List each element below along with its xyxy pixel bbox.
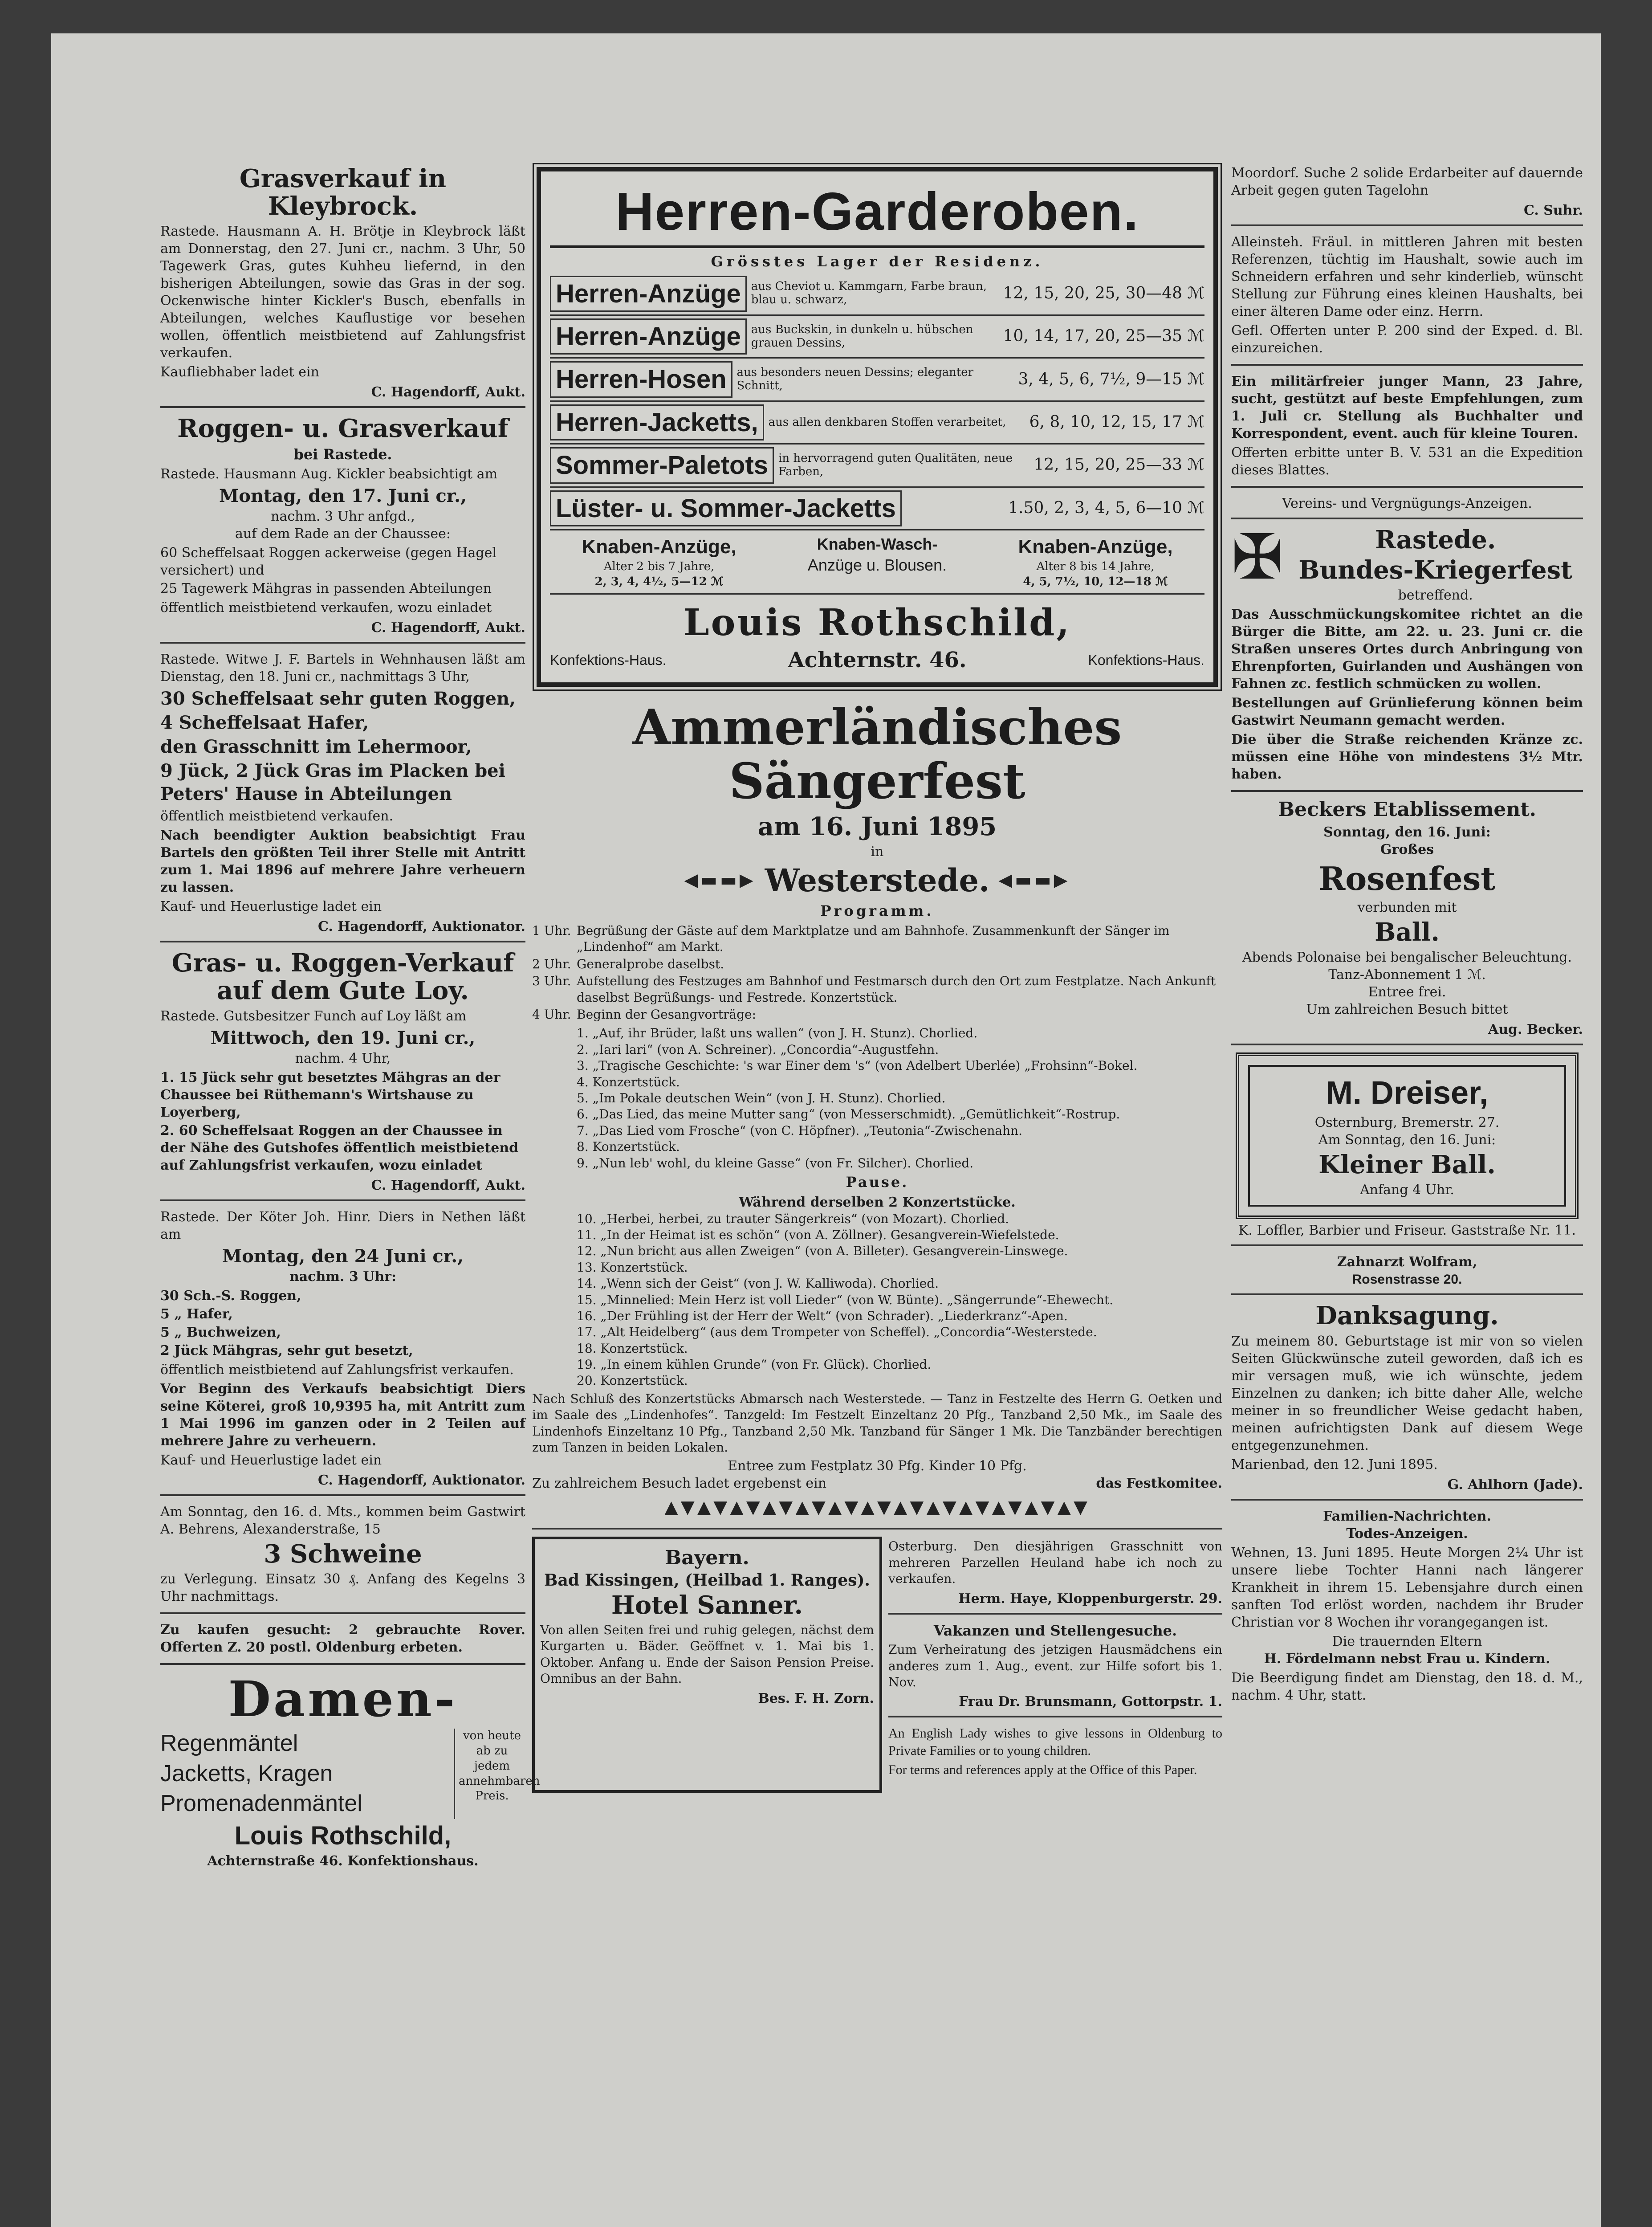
ad-signature: Herm. Haye, Kloppenburgerstr. 29. (958, 1591, 1222, 1607)
ad-loffler (1231, 1222, 1583, 1246)
right-column (1231, 163, 1583, 2227)
product-desc: in hervorragend guten Qualitäten, neue Farben, (778, 451, 1013, 478)
ad-saengerfest (532, 700, 1222, 1530)
firm-address: Achternstr. 46. (788, 648, 967, 673)
ad-body: zu Verlegung. Einsatz 30 ₰. Anfang des Kegelns 3 Uhr nachmittags. (160, 1571, 525, 1605)
ad-mourners: Die trauernden Eltern (1332, 1633, 1482, 1649)
price-row (550, 359, 1204, 401)
ad-date: Sonntag, den 16. Juni: (1323, 824, 1491, 840)
program-text: Beginn der Gesangvorträge: (577, 1007, 757, 1022)
price-row (550, 316, 1204, 359)
ad-familien (1231, 1508, 1583, 1711)
newspaper-page (51, 33, 1601, 2227)
ad-mid: öffentlich meistbietend verkaufen. (160, 808, 394, 824)
ad-address: Achternstraße 46. Konfektionshaus. (207, 1853, 479, 1869)
list-item: 25 Tagewerk Mähgras in passenden Abteilungen (160, 581, 492, 597)
product-name: Sommer-Paletots (550, 447, 774, 483)
ad-signature: C. Hagendorff, Auktionator. (318, 1472, 525, 1488)
ad-body: Das Ausschmückungskomitee richtet an die Bürger die Bitte, am 22. u. 23. Juni cr. die Straßen unseres Ortes durch Anbringung von Ehrenpforten, Guirlanden und Aushängen von Fahnen zc. festlich schmücken zu wollen. (1231, 607, 1583, 692)
ad-signature: C. Hagendorff, Auktionator. (318, 919, 525, 935)
section-sub: Todes-Anzeigen. (1346, 1525, 1468, 1542)
ad-time: nachm. 4 Uhr, (295, 1050, 391, 1066)
ad-time: Anfang 4 Uhr. (1360, 1182, 1454, 1198)
ad-bayern (532, 1537, 882, 1793)
ad-zahnarzt (1231, 1253, 1583, 1295)
list-item: Jacketts, Kragen (160, 1760, 333, 1786)
ad-moordorf (1231, 164, 1583, 226)
ad-grasverkauf-kleybrock (160, 165, 525, 408)
pause-title: Pause. (846, 1173, 909, 1191)
product-prices: 3, 4, 5, 6, 7½, 9—15 ℳ (1018, 370, 1204, 388)
ad-body: Osterburg. Den diesjährigen Grasschnitt von mehreren Parzellen Heuland habe ich noch zu verkaufen. (888, 1539, 1222, 1587)
ad-body-2: For terms and references apply at the Office of this Paper. (888, 1762, 1197, 1778)
ad-offer: Gefl. Offerten unter P. 200 sind der Exped. d. Bl. einzureichen. (1231, 323, 1583, 356)
ad-english-lady (888, 1725, 1222, 1786)
product-prices: 6, 8, 10, 12, 15, 17 ℳ (1029, 413, 1204, 432)
ad-closing: öffentlich meistbietend verkaufen, wozu einladet (160, 600, 492, 616)
ad-body: Von allen Seiten frei und ruhig gelegen, nächst dem Kurgarten u. Bäder. Geöffnet v. 1. Mai bis 1. Oktober. Anfang u. Ende der Saison Pension Preise. Omnibus an der Bahn. (540, 1622, 874, 1686)
ad-intro: Rastede. Witwe J. F. Bartels in Wehnhausen läßt am Dienstag, den 18. Juni cr., nachmittags 3 Uhr, (160, 652, 525, 685)
ad-body: Moordorf. Suche 2 solide Erdarbeiter auf dauernde Arbeit gegen guten Tagelohn (1231, 165, 1583, 198)
kids-desc: Alter 2 bis 7 Jahre, (603, 560, 715, 574)
program-title: Programm. (820, 902, 934, 919)
ad-dreiser (1236, 1052, 1579, 1219)
ad-body: Ein militärfreier junger Mann, 23 Jahre, sucht, gestützt auf beste Empfehlungen, zum 1. Juli cr. Stellung als Buchhalter und Korrespondent, event. auch für kleine Touren. (1231, 374, 1583, 441)
divider (550, 245, 1204, 248)
ad-date: Montag, den 17. Juni cr., (219, 485, 467, 507)
ad-invite: Zu zahlreichem Besuch ladet ergebenst ein (532, 1476, 827, 1492)
product-desc: aus Cheviot u. Kammgarn, Farbe braun, blau u. schwarz, (751, 280, 987, 307)
song-item: 20. Konzertstück. (577, 1373, 688, 1388)
left-column (160, 163, 540, 2227)
ad-names: H. Fördelmann nebst Frau u. Kindern. (1264, 1651, 1550, 1667)
ad-body-2: Bestellungen auf Grünlieferung können beim Gastwirt Neumann gemacht werden. (1231, 695, 1583, 729)
section-title: Familien-Nachrichten. (1323, 1508, 1491, 1524)
program-item (532, 923, 1222, 955)
product-prices: 1.50, 2, 3, 4, 5, 6—10 ℳ (1008, 498, 1204, 517)
ad-title: Damen- (228, 1670, 458, 1728)
ad-place: Westerstede. (765, 861, 990, 899)
ad-title: Beckers Etablissement. (1278, 798, 1536, 821)
product-name: Herren-Jacketts, (550, 404, 764, 441)
program-item (532, 973, 1222, 1006)
program-item (532, 956, 1222, 972)
song-item: 11. „In der Heimat ist es schön“ (von A. Zöllner). Gesangverein-Wiefelstede. (577, 1227, 1059, 1242)
ad-offer: Offerten erbitte unter B. V. 531 an die Expedition dieses Blattes. (1231, 445, 1583, 478)
ad-fest: Rosenfest (1318, 859, 1496, 897)
ad-signature: C. Hagendorff, Aukt. (371, 1177, 525, 1193)
ornament-icon: ▲▼▲▼▲▼▲▼▲▼▲▼▲▼▲▼▲▼▲▼▲▼▲▼▲▼ (664, 1497, 1090, 1518)
ad-body: K. Loffler, Barbier und Friseur. Gaststraße Nr. 11. (1238, 1223, 1576, 1239)
ad-title: Gras- u. Roggen-Verkauf auf dem Gute Loy. (171, 948, 514, 1005)
ad-signature: C. Suhr. (1523, 203, 1583, 218)
song-item: 12. „Nun bricht aus allen Zweigen“ (von A. Billeter). Gesangverein-Linswege. (577, 1244, 1068, 1259)
ad-place: auf dem Rade an der Chaussee: (235, 526, 451, 542)
ad-date: am 16. Juni 1895 (757, 812, 997, 841)
ad-grosses: Großes (1380, 841, 1434, 857)
list-item: den Grasschnitt im Lehermoor, (160, 736, 472, 758)
ad-title: Vakanzen und Stellengesuche. (933, 1622, 1177, 1639)
ad-title: M. Dreiser, (1326, 1075, 1489, 1111)
ad-signature: C. Hagendorff, Aukt. (371, 384, 525, 400)
program-text: Generalprobe daselbst. (577, 956, 724, 971)
ad-rover (160, 1621, 525, 1665)
ad-osterburg (888, 1538, 1222, 1614)
song-item: 16. „Der Frühling ist der Herr der Welt“ (von Schrader). „Liederkranz“-Apen. (577, 1308, 1068, 1323)
program-text: Begrüßung der Gäste auf dem Marktplatze und am Bahnhofe. Zusammenkunft der Sänger im „Lindenhof“ am Markt. (577, 923, 1170, 954)
product-prices: 10, 14, 17, 20, 25—35 ℳ (1003, 327, 1204, 346)
ad-diers (160, 1208, 525, 1496)
ad-schweine (160, 1503, 525, 1615)
ad-address: Osternburg, Bremerstr. 27. (1314, 1114, 1500, 1130)
ad-signature: Aug. Becker. (1488, 1022, 1583, 1038)
kids-title: Knaben-Wasch- (817, 534, 938, 553)
ad-body: Wehnen, 13. Juni 1895. Heute Morgen 2¼ Uhr ist unsere liebe Tochter Hanni nach längerer Krankheit in ihrem 15. Lebensjahre durch einen sanften Tod erlöst worden, nachdem ihr Bruder Christian vor 8 Wochen ihr vorangegangen ist. (1231, 1545, 1583, 1630)
list-item: 30 Scheffelsaat sehr guten Roggen, (160, 688, 516, 710)
ad-intro: Rastede. Hausmann Aug. Kickler beabsichtigt am (160, 466, 498, 482)
song-item: 5. „Im Pokale deutschen Wein“ (von J. H. Stunz). Chorlied. (577, 1091, 946, 1105)
ad-place: Rastede. (1375, 525, 1496, 555)
ad-damen (160, 1670, 540, 1875)
list-item: 9 Jück, 2 Jück Gras im Placken bei Peters' Hause in Abteilungen (160, 760, 505, 805)
firm-row (550, 646, 1204, 674)
iron-cross-icon: ✠ (1231, 521, 1284, 594)
ad-roggen-grasverkauf (160, 415, 525, 644)
ad-verbunden: verbunden mit (1357, 899, 1457, 915)
list-item: 5 „ Buchweizen, (160, 1324, 281, 1340)
list-item: 60 Scheffelsaat Roggen ackerweise (gegen Hagel versichert) und (160, 545, 496, 579)
ad-intro: Rastede. Gutsbesitzer Funch auf Loy läßt am (160, 1008, 467, 1024)
ad-body: Alleinsteh. Fräul. in mittleren Jahren mit besten Referenzen, tüchtig im Haushalt, sowie auch im Schneidern erfahren und sehr kinderlieb, wünscht Stellung zur Führung eines kleinen Haushalts, bei einer älteren Dame oder einz. Herrn. (1231, 234, 1583, 319)
list-item: Regenmäntel (160, 1730, 298, 1757)
ornament-icon: ◀▬▬▶ (998, 870, 1070, 890)
ad-body: Abends Polonaise bei bengalischer Beleuchtung. Tanz-Abonnement 1 ℳ. (1242, 950, 1572, 983)
song-item: 14. „Wenn sich der Geist“ (von J. W. Kalliwoda). Chorlied. (577, 1276, 939, 1291)
ad-extra: Vor Beginn des Verkaufs beabsichtigt Diers seine Köterei, groß 10,9395 ha, mit Antritt zum 1 Mai 1996 im ganzen oder in 2 Teilen auf mehrere Jahre zu verheuern. (160, 1381, 525, 1449)
ad-date: Montag, den 24 Juni cr., (222, 1245, 464, 1267)
ad-signature: C. Hagendorff, Aukt. (371, 620, 525, 636)
ad-address: Rosenstrasse 20. (1352, 1272, 1462, 1287)
ad-date: Am Sonntag, den 16. Juni: (1318, 1132, 1496, 1148)
ad-date: Mittwoch, den 19. Juni cr., (210, 1027, 476, 1048)
song-item: 17. „Alt Heidelberg“ (aus dem Trompeter von Scheffel). „Concordia“-Westerstede. (577, 1325, 1097, 1340)
ad-sub: betreffend. (1398, 587, 1473, 604)
song-item: 8. Konzertstück. (577, 1139, 680, 1154)
kids-price: 4, 5, 7½, 10, 12—18 ℳ (1023, 575, 1168, 588)
song-item: 18. Konzertstück. (577, 1341, 688, 1356)
program-time: 4 Uhr. (532, 1007, 571, 1022)
list-item: 2. 60 Scheffelsaat Roggen an der Chaussee in der Nähe des Gutshofes öffentlich meistbietend auf Zahlungsfrist verkaufen, wozu einladet (160, 1122, 519, 1173)
price-row (550, 402, 1204, 445)
song-item: 2. „Iari lari“ (von A. Schreiner). „Concordia“-Augustfehn. (577, 1042, 939, 1057)
program-text: Aufstellung des Festzuges am Bahnhof und Festmarsch durch den Ort zum Festplatze. Nach Ankunft daselbst Begrüßungs- und Festrede. Konzertstück. (577, 974, 1216, 1005)
section-vereins (1231, 495, 1583, 519)
ad-intro: Am Sonntag, den 16. d. Mts., kommen beim Gastwirt A. Behrens, Alexanderstraße, 15 (160, 1504, 525, 1537)
song-item: 1. „Auf, ihr Brüder, laßt uns wallen“ (von J. H. Stunz). Chorlied. (577, 1026, 978, 1041)
ad-militaerfrei (1231, 373, 1583, 488)
ad-title: 3 Schweine (264, 1539, 422, 1569)
ad-entree: Entree frei. (1368, 984, 1446, 1000)
ad-alleinstehend (1231, 233, 1583, 366)
ad-time: nachm. 3 Uhr: (289, 1268, 397, 1285)
ad-body: Zu kaufen gesucht: 2 gebrauchte Rover. Offerten Z. 20 postl. Oldenburg erbeten. (160, 1622, 525, 1656)
ad-bartels (160, 651, 525, 942)
ad-beckers (1231, 799, 1583, 1045)
product-name: Herren-Anzüge (550, 276, 747, 312)
ad-title: Zahnarzt Wolfram, (1337, 1254, 1477, 1270)
list-item: 5 „ Hafer, (160, 1306, 233, 1322)
ad-danksagung (1231, 1302, 1583, 1501)
ad-closing: Kauf- und Heuerlustige ladet ein (160, 1452, 382, 1468)
song-item: 10. „Herbei, herbei, zu trauter Sängerkreis“ (von Mozart). Chorlied. (577, 1211, 1009, 1226)
product-name: Herren-Hosen (550, 361, 732, 397)
kids-title: Knaben-Anzüge, (1018, 535, 1173, 558)
ad-title: Herren-Garderoben. (615, 182, 1139, 241)
ad-place: Bad Kissingen, (Heilbad 1. Ranges). (544, 1570, 870, 1590)
ad-title: Ammerländisches Sängerfest (632, 698, 1122, 810)
ad-subtitle: Grösstes Lager der Residenz. (711, 253, 1044, 270)
list-item: 2 Jück Mähgras, sehr gut besetzt, (160, 1342, 413, 1358)
ad-body: An English Lady wishes to give lessons in Oldenburg to Private Families or to young children. (888, 1726, 1222, 1758)
ad-extra: Nach beendigter Auktion beabsichtigt Frau Bartels den größten Teil ihrer Stelle mit Antritt zum 1. Mai 1896 auf mehrere Jahre verheuern zu lassen. (160, 828, 525, 896)
ad-title: Grasverkauf in Kleybrock. (239, 164, 447, 221)
ad-ball: Ball. (1375, 917, 1440, 947)
product-desc: aus Buckskin, in dunkeln u. hübschen grauen Dessins, (751, 322, 973, 350)
ad-invite: Um zahlreichen Besuch bittet (1306, 1002, 1508, 1018)
ad-kriegerfest (1231, 521, 1583, 792)
ad-signature: das Festkomitee. (1096, 1476, 1222, 1492)
song-item: 9. „Nun leb' wohl, du kleine Gasse“ (von Fr. Silcher). Chorlied. (577, 1155, 974, 1171)
product-prices: 12, 15, 20, 25, 30—48 ℳ (1003, 284, 1204, 302)
ad-burial: Die Beerdigung findet am Dienstag, den 18. d. M., nachm. 4 Uhr, statt. (1231, 1670, 1583, 1703)
ad-hotel: Hotel Sanner. (611, 1591, 803, 1620)
ad-place: Marienbad, den 12. Juni 1895. (1231, 1456, 1438, 1472)
ad-signature: Bes. F. H. Zorn. (758, 1690, 874, 1706)
program-time: 1 Uhr. (532, 923, 571, 938)
ad-body: Zum Verheiratung des jetzigen Hausmädchens ein anderes zum 1. Aug., event. zur Hilfe sofort bis 1. Nov. (888, 1642, 1222, 1689)
ad-stack (888, 1537, 1222, 1793)
list-item: 30 Sch.-S. Roggen, (160, 1288, 301, 1304)
ad-subtitle: bei Rastede. (293, 445, 392, 463)
ad-title: Bundes-Kriegerfest (1298, 555, 1573, 585)
ad-herren-garderoben (537, 167, 1218, 687)
ad-signature: Frau Dr. Brunsmann, Gottorpstr. 1. (959, 1694, 1222, 1710)
list-item: 1. 15 Jück sehr gut besetztes Mähgras an der Chaussee bei Rüthemann's Wirtshause zu Loyerberg, (160, 1069, 500, 1120)
ad-vakanzen (888, 1622, 1222, 1718)
ad-title: Bayern. (665, 1546, 749, 1570)
pause-note: Während derselben 2 Konzertstücke. (739, 1194, 1016, 1210)
firm-tag: Konfektions-Haus. (550, 652, 667, 668)
ad-gras-roggen-loy (160, 950, 525, 1201)
song-item: 13. Konzertstück. (577, 1260, 688, 1275)
product-prices: 12, 15, 20, 25—33 ℳ (1034, 456, 1204, 474)
ad-title: Roggen- u. Grasverkauf (177, 414, 509, 444)
ad-in: in (871, 844, 884, 860)
list-item: 4 Scheffelsaat Hafer, (160, 712, 369, 734)
song-item: 15. „Minnelied: Mein Herz ist voll Lieder“ (von W. Bünte). „Sängerrunde“-Ehewecht. (577, 1292, 1114, 1307)
ad-title: Danksagung. (1315, 1301, 1499, 1331)
kids-desc: Anzüge u. Blousen. (807, 555, 947, 574)
ad-time: nachm. 3 Uhr anfgd., (271, 509, 415, 525)
firm-tag: Konfektions-Haus. (1088, 652, 1204, 668)
ad-closing: Nach Schluß des Konzertstücks Abmarsch nach Westerstede. — Tanz in Festzelte des Herrn G. Oetken und im Saale des „Lindenhofes“. Tanzgeld: Im Festzelt Einzeltanz 20 Pfg., Tanzband 2,50 Mk., im Saale des Lindenhofs Einzeltanz 10 Pfg., Tanzband 2,50 Mk. Tanzband für Sänger 1 Mk. Die Tanzbänder berechtigen zum Tanzen in beiden Lokalen. (532, 1391, 1222, 1455)
ad-closing: Kauf- und Heuerlustige ladet ein (160, 899, 382, 915)
ad-closing: Kaufliebhaber ladet ein (160, 364, 319, 380)
ad-side-note: von heute ab zu jedem annehmbaren Preis. (459, 1729, 540, 1803)
song-item: 4. Konzertstück. (577, 1074, 680, 1089)
ad-mid: öffentlich meistbietend auf Zahlungsfrist verkaufen. (160, 1362, 514, 1378)
product-desc: aus allen denkbaren Stoffen verarbeitet, (768, 415, 1006, 429)
firm-name: Louis Rothschild, (683, 601, 1071, 644)
kids-desc: Alter 8 bis 14 Jahre, (1036, 560, 1155, 574)
song-item: 7. „Das Lied vom Frosche“ (von C. Höpfner). „Teutonia“-Zwischenahn. (577, 1123, 1023, 1138)
price-row (550, 445, 1204, 487)
section-title: Vereins- und Vergnügungs-Anzeigen. (1282, 496, 1532, 511)
ad-firm: Louis Rothschild, (234, 1821, 452, 1850)
kids-title: Knaben-Anzüge, (582, 535, 736, 558)
price-row (550, 488, 1204, 530)
ad-body: Zu meinem 80. Geburtstage ist mir von so vielen Seiten Glückwünsche zuteil geworden, daß ich es mir versagen muß, wie ich wünschte, jedem Einzelnen zu danken; ich bitte daher Alle, welche meiner in so freundlicher Weise gedacht haben, meinen aufrichtigsten Dank auf diesem Wege entgegenzunehmen. (1231, 1333, 1583, 1453)
program-item (532, 1007, 1222, 1023)
kids-price: 2, 3, 4, 4½, 5—12 ℳ (594, 575, 724, 588)
song-item: 3. „Tragische Geschichte: 's war Einer dem 's“ (von Adelbert Uberlée) „Frohsinn“-Bokel. (577, 1058, 1138, 1073)
ad-body-3: Die über die Straße reichenden Kränze zc. müssen eine Höhe von mindestens 3½ Mtr. haben. (1231, 732, 1583, 783)
ornament-icon: ◀▬▬▶ (684, 870, 756, 890)
song-item: 6. „Das Lied, das meine Mutter sang“ (von Messerschmidt). „Gemütlichkeit“-Rostrup. (577, 1107, 1120, 1122)
song-item: 19. „In einem kühlen Grunde“ (von Fr. Glück). Chorlied. (577, 1357, 932, 1372)
product-desc: aus besonders neuen Dessins; eleganter Schnitt, (736, 366, 974, 393)
program-time: 2 Uhr. (532, 956, 571, 971)
ad-signature: G. Ahlhorn (Jade). (1447, 1477, 1583, 1493)
ad-ball: Kleiner Ball. (1318, 1150, 1496, 1179)
program-time: 3 Uhr. (532, 974, 571, 989)
ad-intro: Rastede. Der Köter Joh. Hinr. Diers in Nethen läßt am (160, 1209, 525, 1242)
price-row (550, 273, 1204, 316)
list-item: Promenadenmäntel (160, 1791, 362, 1817)
ad-body: Rastede. Hausmann A. H. Brötje in Kleybrock läßt am Donnerstag, den 27. Juni cr., nachm. 3 Uhr, 50 Tagewerk Gras, gutes Kuhheu liefernd, in den bisherigen Abteilungen, sowie das Gras in der sog. Ockenwische hinter Kickler's Busch, ebenfalls in Abteilungen, welches Kauflustige vor besehen wollen, öffentlich meistbietend auf Zahlungsfrist verkaufen. (160, 224, 525, 361)
bottom-ads-row (532, 1537, 1222, 1793)
product-name: Lüster- u. Sommer-Jacketts (550, 490, 902, 526)
middle-column (532, 163, 1222, 2227)
product-name: Herren-Anzüge (550, 318, 747, 355)
kids-row (550, 530, 1204, 595)
ad-entry: Entree zum Festplatz 30 Pfg. Kinder 10 Pfg. (728, 1458, 1027, 1474)
